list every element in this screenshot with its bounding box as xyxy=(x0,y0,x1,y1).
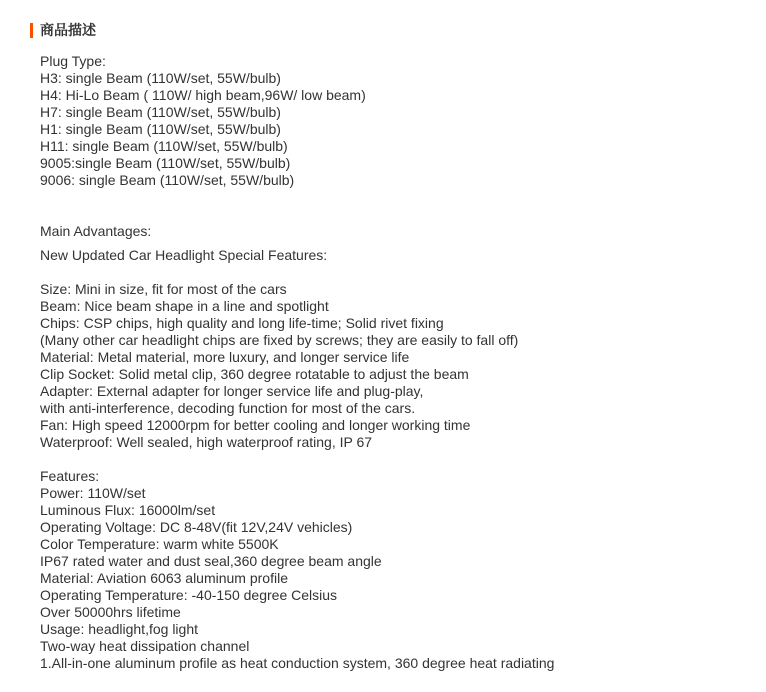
features-list xyxy=(40,468,750,672)
feature-item: Operating Temperature: -40-150 degree Celsius xyxy=(40,587,338,603)
plug-type-item: 9005:single Beam (110W/set, 55W/bulb) xyxy=(40,155,291,171)
plug-type-item: H11: single Beam (110W/set, 55W/bulb) xyxy=(40,138,288,154)
special-feature-item: Fan: High speed 12000rpm for better cooling and longer working time xyxy=(40,417,471,433)
plug-type-item: H3: single Beam (110W/set, 55W/bulb) xyxy=(40,70,281,86)
plug-type-item: H1: single Beam (110W/set, 55W/bulb) xyxy=(40,121,281,137)
plug-type-item: H4: Hi-Lo Beam ( 110W/ high beam,96W/ low beam) xyxy=(40,87,366,103)
plug-type-heading: Plug Type: xyxy=(40,53,106,69)
section-title: 商品描述 xyxy=(40,22,96,38)
features-heading: Features: xyxy=(40,468,100,484)
special-feature-item: Chips: CSP chips, high quality and long life-time; Solid rivet fixing xyxy=(40,315,444,331)
special-feature-item: Size: Mini in size, fit for most of the cars xyxy=(40,281,287,297)
special-features-heading: New Updated Car Headlight Special Features: xyxy=(40,247,328,263)
feature-item: Usage: headlight,fog light xyxy=(40,621,198,637)
plug-type-item: H7: single Beam (110W/set, 55W/bulb) xyxy=(40,104,281,120)
special-feature-item: Adapter: External adapter for longer service life and plug-play, xyxy=(40,383,424,399)
special-feature-item: Waterproof: Well sealed, high waterproof rating, IP 67 xyxy=(40,434,373,450)
plug-type-item: 9006: single Beam (110W/set, 55W/bulb) xyxy=(40,172,295,188)
special-feature-item: (Many other car headlight chips are fixed by screws; they are easily to fall off) xyxy=(40,332,519,348)
special-feature-item: Material: Metal material, more luxury, and longer service life xyxy=(40,349,410,365)
special-features-list xyxy=(40,281,750,451)
feature-item: Two-way heat dissipation channel xyxy=(40,638,250,654)
product-description xyxy=(40,53,750,672)
special-feature-item: Clip Socket: Solid metal clip, 360 degree rotatable to adjust the beam xyxy=(40,366,469,382)
special-feature-item: with anti-interference, decoding function for most of the cars. xyxy=(40,400,416,416)
section-header xyxy=(30,21,96,39)
special-feature-item: Beam: Nice beam shape in a line and spotlight xyxy=(40,298,329,314)
feature-item: Operating Voltage: DC 8-48V(fit 12V,24V vehicles) xyxy=(40,519,353,535)
feature-item: Power: 110W/set xyxy=(40,485,146,501)
plug-type-list xyxy=(40,53,750,189)
feature-item: Material: Aviation 6063 aluminum profile xyxy=(40,570,288,586)
feature-item: Over 50000hrs lifetime xyxy=(40,604,181,620)
feature-item: Color Temperature: warm white 5500K xyxy=(40,536,279,552)
feature-item: IP67 rated water and dust seal,360 degree beam angle xyxy=(40,553,382,569)
feature-item: 1.All-in-one aluminum profile as heat conduction system, 360 degree heat radiating xyxy=(40,655,555,671)
main-advantages-heading: Main Advantages: xyxy=(40,223,152,239)
feature-item: Luminous Flux: 16000lm/set xyxy=(40,502,216,518)
section-accent-bar xyxy=(30,23,33,38)
